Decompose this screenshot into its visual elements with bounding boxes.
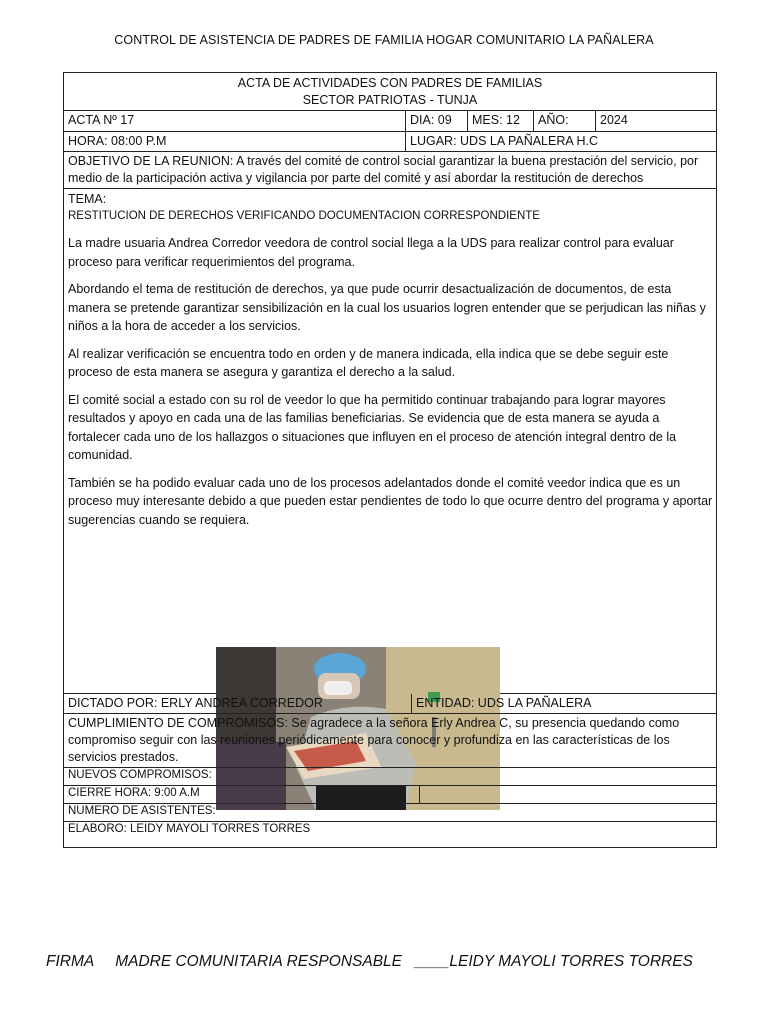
tema-paragraph: El comité social a estado con su rol de veedor lo que ha permitido continuar trabajando para lograr mayores resultados y apoyo en cada una de las familias beneficiarias. Se evidencia que de esta manera se ayuda a fortalecer cada uno de los hallazgos o situaciones que influyen en el proceso de atención integral dentro de la comunidad. — [68, 392, 677, 462]
page-title: CONTROL DE ASISTENCIA DE PADRES DE FAMILIA HOGAR COMUNITARIO LA PAÑALERA — [114, 33, 654, 47]
nuevos-compromisos-label: NUEVOS COMPROMISOS: — [68, 769, 212, 781]
tema-paragraph: Al realizar verificación se encuentra todo en orden y de manera indicada, ella indica que se debe seguir este proceso de esta manera se asegura y garantiza el derecho a la salud. — [68, 346, 669, 379]
form-header — [64, 73, 716, 111]
tema-section — [64, 189, 716, 694]
tema-title: RESTITUCION DE DERECHOS VERIFICANDO DOCUMENTACION CORRESPONDIENTE — [68, 210, 540, 222]
signature-line — [46, 953, 693, 971]
elaboro-field: ELABORO: LEIDY MAYOLI TORRES TORRES — [68, 823, 311, 835]
tema-paragraph: Abordando el tema de restitución de derechos, ya que pude ocurrir desactualización de documentos, de esta manera se pretende garantizar sensibilización en la cual los usuarios logren entender que se perjudican las niñas y niños a la hora de acceder a los servicios. — [68, 282, 706, 333]
cierre-row — [64, 786, 716, 804]
signature-name: LEIDY MAYOLI TORRES TORRES — [449, 953, 693, 970]
entidad-field: ENTIDAD: UDS LA PAÑALERA — [411, 694, 716, 713]
ano-label: AÑO: — [533, 111, 595, 131]
nuevos-row — [64, 768, 716, 786]
dictado-field: DICTADO POR: ERLY ANDREA CORREDOR — [68, 696, 323, 710]
form-header-line1: ACTA DE ACTIVIDADES CON PADRES DE FAMILIAS — [237, 76, 543, 90]
hora-field: HORA: 08:00 P.M — [68, 134, 167, 148]
signature-blank: ____ — [414, 953, 450, 970]
acta-row — [64, 111, 716, 132]
cumplimiento-text: CUMPLIMIENTO DE COMPROMISOS: Se agradece a la señora Erly Andrea C, su presencia quedando como compromiso seguir con las reuniones periódicamente para conocer y profundiza en las características de los servicios prestados. — [68, 716, 680, 764]
activity-record-form — [63, 72, 717, 848]
signature-role: MADRE COMUNITARIA RESPONSABLE — [115, 953, 402, 970]
tema-paragraph: También se ha podido evaluar cada uno de los procesos adelantados donde el comité veedor indica que es un proceso muy interesante debido a que pueden estar pendientes de todo lo que ocurre dentro del programa y aportar sugerencias cuando se requiera. — [68, 475, 713, 527]
mes-field: MES: 12 — [467, 111, 533, 131]
lugar-field: LUGAR: UDS LA PAÑALERA H.C — [405, 132, 716, 151]
firma-label: FIRMA — [46, 953, 94, 970]
objetivo-text: OBJETIVO DE LA REUNION: A través del comité de control social garantizar la buena prestación del servicio, por medio de la participación activa y vigilancia por parte del comité y así abordar la restitución de derechos — [68, 154, 699, 185]
cierre-hora-field: CIERRE HORA: 9:00 A.M — [68, 787, 200, 799]
hora-lugar-row — [64, 132, 716, 152]
numero-asistentes-label: NUMERO DE ASISTENTES: — [68, 805, 216, 817]
cierre-empty-cell — [419, 786, 716, 803]
dia-field: DIA: 09 — [405, 111, 467, 131]
asistentes-row — [64, 804, 716, 822]
objetivo-row — [64, 152, 716, 189]
elaboro-row — [64, 822, 716, 847]
ano-value: 2024 — [595, 111, 716, 131]
acta-number: ACTA Nº 17 — [68, 113, 135, 127]
tema-label: TEMA: — [68, 192, 107, 206]
tema-paragraph: La madre usuaria Andrea Corredor veedora de control social llega a la UDS para realizar control para evaluar proceso para verificar requerimientos del programa. — [68, 236, 674, 269]
form-header-line2: SECTOR PATRIOTAS - TUNJA — [302, 93, 478, 107]
dictado-row — [64, 694, 716, 714]
cumplimiento-row — [64, 714, 716, 768]
